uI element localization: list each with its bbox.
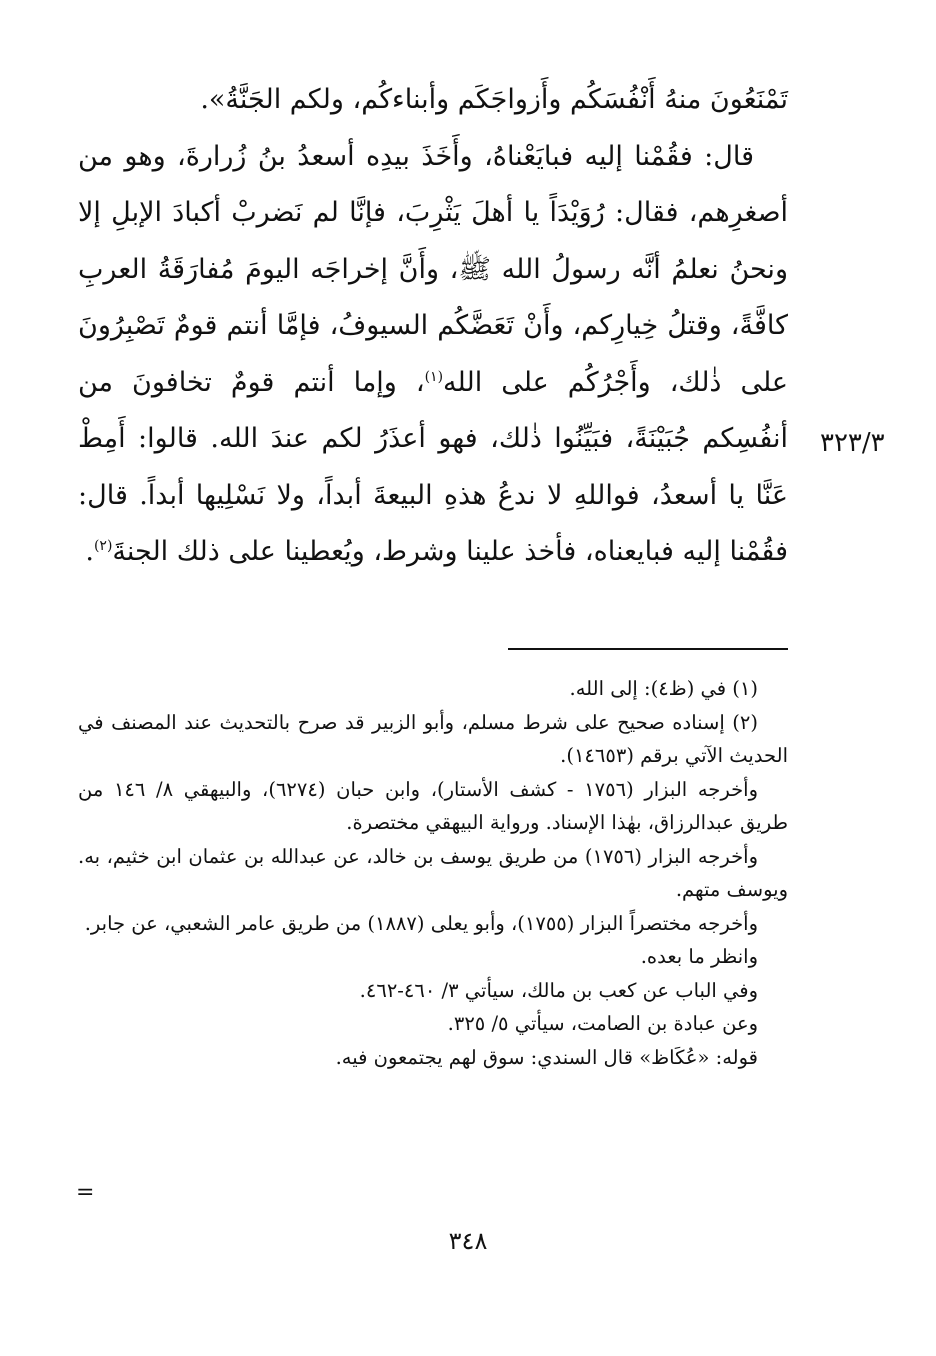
- paragraph-text-tail: ، وإما أنتم قومٌ تخافونَ من أنفُسِكم جُبَيْنَةً، فبَيِّنُوا ذٰلك، فهو أعذَرُ لكم عندَ الله. قالوا: أَمِطْ عَنَّا يا أسعدُ، فواللهِ لا ندعُ هذهِ البيعةَ أبداً، ولا نَسْلِيها أبداً. قال: فقُمْنا إليه فبايعناه، فأخذ علينا وشرط، ويُعطينا على ذلك الجنةَ: [78, 366, 788, 567]
- main-text: [78, 72, 788, 581]
- main-paragraph: [78, 129, 788, 581]
- footnote-2-paragraph: وانظر ما بعده.: [640, 945, 758, 968]
- footnotes: [78, 672, 788, 1074]
- footnote-2-paragraph: قوله: «عُكَاظ» قال السندي: سوق لهم يجتمعون فيه.: [335, 1045, 758, 1069]
- footnote-separator: [508, 648, 788, 650]
- footnote-2-paragraph: وعن عبادة بن الصامت، سيأتي ٥/ ٣٢٥.: [447, 1012, 758, 1035]
- page-number: ٣٤٨: [448, 1227, 488, 1255]
- footnote-marker-1: (١): [424, 368, 444, 385]
- footnote-2-paragraph: وأخرجه مختصراً البزار (١٧٥٥)، وأبو يعلى (١٨٨٧) من طريق عامر الشعبي، عن جابر.: [84, 911, 758, 935]
- footnote-2-paragraph: وأخرجه البزار (١٧٥٦ - كشف الأستار)، وابن حبان (٦٢٧٤)، والبيهقي ٨/ ١٤٦ من طريق عبدالرزاق، بهٰذا الإسناد. ورواية البيهقي مختصرة.: [78, 777, 788, 834]
- footnote-2: (٢) إسناده صحيح على شرط مسلم، وأبو الزبير قد صرح بالتحديث عند المصنف في الحديث الآتي برقم (١٤٦٥٣).: [78, 710, 788, 767]
- footnote-2-paragraph: وأخرجه البزار (١٧٥٦) من طريق يوسف بن خالد، عن عبدالله بن عثمان ابن خثيم، به. ويوسف متهم.: [78, 844, 788, 901]
- footnote-marker-2: (٢): [93, 538, 113, 554]
- continuation-mark: =: [76, 1180, 95, 1205]
- paragraph-text: قال: فقُمْنا إليه فبايَعْناهُ، وأَخَذَ بيدِه أسعدُ بنُ زُرارةَ، وهو من أصغرِهم، فقال: رُوَيْدَاً يا أهلَ يَثْرِبَ، فإنَّا لم نَضربْ أكبادَ الإبلِ إلا ونحنُ نعلمُ أنَّه رسولُ الله ﷺ، وأَنَّ إخراجَه اليومَ مُفارَقَةُ العربِ كافَّةً، وقتلُ خِيارِكم، وأَنْ تَعَضَّكُم السيوفُ، فإمَّا أنتم قومٌ تَصْبِرُونَ على ذٰلك، وأَجْرُكُم على الله: [78, 140, 789, 398]
- footnote-1: (١) في (ظ٤): إلى الله.: [569, 677, 758, 700]
- footnote-2-paragraph: وفي الباب عن كعب بن مالك، سيأتي ٣/ ٤٦٠-٤٦٢.: [359, 978, 758, 1002]
- margin-reference: ٣٢٣/٣: [820, 428, 885, 458]
- paragraph-end: .: [85, 536, 94, 567]
- main-line-1: تَمْنَعُونَ منهُ أَنْفُسَكُم وأَزواجَكَم وأبناءكُم، ولكم الجَنَّةُ».: [200, 84, 788, 115]
